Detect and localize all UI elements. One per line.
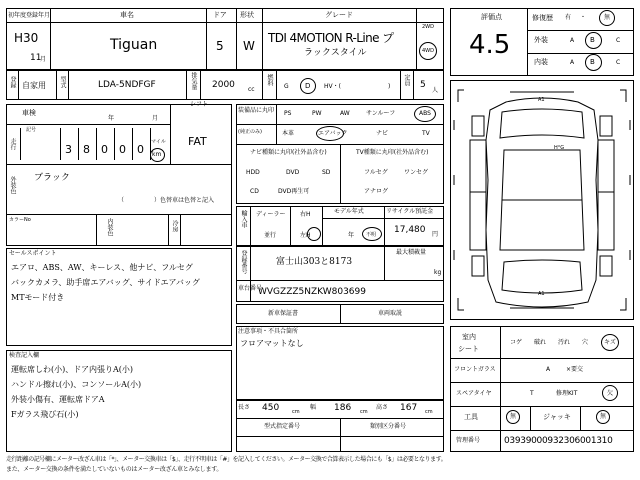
- notes-value: フロアマットなし: [240, 339, 304, 348]
- equip-navi: ナビ: [376, 130, 389, 137]
- mileage-digit-5: 0: [137, 143, 144, 156]
- grade-line2: ラックスタイル: [304, 48, 367, 58]
- tv-fullseg: フルセグ: [364, 169, 388, 176]
- footer-line-1: 走行距離の記号欄にメーター改ざん車は「*」、メーター交換車は「$」、走行不明車は「#」を記入してください。メーター交換で合算表示した場合にも「$」は必要となります。: [6, 456, 447, 463]
- chassis-label: 車台番号: [238, 285, 263, 292]
- tv-oneseg: ワンセグ: [404, 169, 429, 176]
- fuel-hv: HV・(: [324, 83, 341, 90]
- inspection-month: 月: [152, 115, 159, 122]
- exterior-c: C: [616, 37, 621, 44]
- km-label: km: [152, 151, 162, 158]
- recycle-unit: 円: [432, 231, 439, 238]
- repair-no: 無: [604, 14, 611, 21]
- tools-none: 無: [510, 413, 517, 420]
- capacity-unit: 人: [432, 87, 439, 94]
- import-left: 左H: [300, 232, 311, 239]
- width-unit: cm: [360, 409, 368, 415]
- length-label: 長さ: [238, 404, 251, 411]
- chassis-value: WVGZZZ5NZKW803699: [258, 287, 366, 297]
- repair-yes: 有: [565, 14, 572, 21]
- mileage-digit-4: 0: [119, 143, 126, 156]
- front-glass-replace: ×要交: [566, 366, 584, 373]
- import-label: 輸入車: [240, 210, 247, 228]
- interior-color-label: 内装色: [106, 218, 113, 236]
- recycle-value: 17,480: [394, 225, 426, 235]
- equipment-label: 装備品に丸印: [238, 107, 275, 114]
- first-reg-label: 初年度登録年月: [8, 12, 51, 19]
- fuel-g: G: [284, 83, 289, 90]
- inspection-label: 車検: [22, 109, 36, 117]
- sheet-scratch: キズ: [604, 339, 616, 346]
- model-label: 型式: [59, 76, 66, 88]
- spare-t: T: [530, 390, 534, 397]
- score: 4.5: [469, 30, 511, 60]
- width-label: 幅: [310, 404, 317, 411]
- nav-dvd: DVD: [286, 169, 300, 176]
- selling-label: セールスポイント: [9, 250, 57, 257]
- registration-label: 登録: [9, 76, 16, 88]
- color-change-note: （ ）色替車は色替と記入: [118, 197, 215, 204]
- equipment-sublabel: (純正のみ): [238, 129, 262, 135]
- model-year-label: モデル年式: [334, 208, 364, 215]
- import-dealer: ディーラー: [256, 211, 286, 218]
- equip-tv: TV: [422, 130, 430, 137]
- reg-month: 11: [30, 53, 42, 63]
- door-label: ドア: [213, 11, 227, 19]
- use-type: 自家用: [22, 81, 46, 90]
- reg-year: H30: [14, 31, 39, 45]
- spare-none: 欠: [607, 390, 614, 397]
- exterior-color: ブラック: [34, 173, 70, 183]
- color-no-label: カラーNo: [9, 217, 31, 223]
- repair-label: 修復歴: [532, 14, 553, 22]
- grade-line1: TDI 4MOTION R-Line プ: [268, 31, 394, 45]
- nav-dvd-play: DVD再生可: [278, 188, 310, 195]
- equip-airbag: エアバック: [318, 130, 348, 137]
- inspector-line-1: 運転席しわ(小)、ドア内張りA(小): [11, 365, 134, 374]
- shape-label: 形状: [240, 11, 254, 19]
- model-year-unknown: 不明: [366, 232, 377, 238]
- class-number-label: 類別区分番号: [370, 423, 407, 430]
- cc-unit: cc: [248, 86, 255, 93]
- exterior-a: A: [570, 37, 575, 44]
- capacity-label: 定員: [403, 74, 410, 86]
- spec-number-label: 型式指定番号: [264, 423, 301, 430]
- fuel-label: 燃料: [266, 74, 273, 86]
- displacement-label: 排気量: [190, 72, 197, 90]
- manage-number-label: 管理番号: [456, 437, 481, 444]
- spare-tire-label: スペアタイヤ: [456, 390, 492, 397]
- fuel-hv-close: ): [388, 83, 391, 90]
- height-unit: cm: [425, 409, 433, 415]
- tv-analog: アナログ: [364, 188, 389, 195]
- mileage-label: 走行: [9, 138, 16, 150]
- equip-ps: PS: [284, 110, 292, 117]
- notes-label: 注意事項・不具合箇所: [238, 328, 299, 335]
- shape: W: [243, 39, 255, 53]
- import-right: 右H: [300, 211, 311, 218]
- equip-sunroof: サンルーフ: [366, 110, 396, 117]
- footer-line-2: また、メーター交換の条件を満たしていないものはメーター改ざん車とみなします。: [6, 466, 223, 473]
- sheet-dirt: 汚れ: [558, 339, 571, 346]
- drive-4wd: 4WD: [422, 48, 434, 54]
- mile-label: マイル: [151, 139, 166, 145]
- plate-label: 登録番号: [240, 250, 247, 274]
- selling-line-1: エアロ、ABS、AW、キーレス、他ナビ、フルセグ: [11, 263, 193, 272]
- diagram-a1-bottom: A1: [538, 291, 545, 297]
- car-name-label: 車名: [120, 11, 134, 19]
- jack-none: 無: [600, 413, 607, 420]
- tv-type-label: TV種類に丸印(社外品含む): [356, 149, 429, 156]
- manual-label: 車両取説: [378, 310, 403, 317]
- length-unit: cm: [292, 409, 300, 415]
- fuel-d: D: [305, 82, 311, 90]
- capacity: 5: [420, 80, 426, 90]
- height-value: 167: [400, 403, 418, 413]
- diagram-a1-top: A1: [538, 97, 545, 103]
- recycle-label: リサイクル預託金: [386, 208, 434, 215]
- length-value: 450: [262, 403, 280, 413]
- interior-label: 内装: [534, 58, 548, 66]
- nav-sd: SD: [322, 169, 331, 176]
- inspection-year: 年: [108, 115, 115, 122]
- interior-a: A: [570, 59, 575, 66]
- score-label: 評価点: [481, 13, 502, 21]
- car-name: Tiguan: [110, 37, 158, 53]
- drive-2wd: 2WD: [422, 24, 434, 30]
- width-value: 186: [334, 403, 352, 413]
- equip-leather: 本革: [282, 130, 295, 137]
- tools-label: 工具: [464, 413, 478, 421]
- inspector-line-4: Fガラス飛び石(小): [11, 410, 79, 419]
- max-load-unit: kg: [434, 269, 442, 276]
- spare-kit: 修理KIT: [556, 390, 578, 397]
- displacement: 2000: [212, 80, 235, 90]
- equip-pw: PW: [312, 110, 322, 117]
- plate-value: 富士山303と8173: [276, 257, 353, 267]
- sheet-burn: コゲ: [510, 339, 523, 346]
- mileage-digit-2: 8: [83, 143, 90, 156]
- model: LDA-5NDFGF: [98, 80, 156, 90]
- exterior-b: B: [590, 36, 595, 44]
- front-glass-a: A: [546, 366, 551, 373]
- mileage-digit-3: 0: [101, 143, 108, 156]
- mileage-digit-1: 3: [65, 143, 72, 156]
- interior-c: C: [616, 59, 621, 66]
- interior-sheet-label-1: 室内: [462, 333, 476, 341]
- interior-sheet-label-2: シート: [458, 345, 479, 353]
- sheet-tear: 破れ: [534, 339, 547, 346]
- notes-box: [236, 326, 444, 400]
- mileage-record-label: 記号: [26, 127, 37, 133]
- equip-abs: ABS: [419, 110, 431, 117]
- refrig-label: 冷房: [171, 220, 178, 232]
- front-glass-label: フロントガラス: [454, 366, 496, 373]
- repair-dot: ・: [580, 14, 587, 21]
- selling-line-3: MTモード付き: [11, 293, 65, 302]
- doors: 5: [216, 39, 224, 53]
- max-load-label: 最大積載量: [396, 249, 427, 256]
- model-year-suffix: 年: [348, 232, 355, 239]
- grade-label: グレード: [325, 11, 353, 19]
- shift-label: シフト: [190, 101, 209, 108]
- nav-hdd: HDD: [246, 169, 260, 176]
- diagram-hg: H°G: [554, 145, 565, 151]
- inspector-line-3: 外装小傷有、運転席ドアA: [11, 395, 105, 404]
- import-parallel: 並行: [264, 232, 277, 239]
- sheet-hole: 穴: [582, 339, 589, 346]
- color-label: 外装色: [9, 176, 16, 194]
- nav-cd: CD: [250, 188, 259, 195]
- new-car-warranty-label: 新車保証書: [268, 310, 299, 317]
- exterior-label: 外装: [534, 36, 548, 44]
- shift: FAT: [188, 135, 207, 148]
- inspector-line-2: ハンドル擦れ(小)、コンソールA(小): [11, 380, 142, 389]
- interior-b: B: [590, 58, 595, 66]
- selling-line-2: バックカメラ、助手席エアバッグ、サイドエアバッグ: [11, 278, 200, 287]
- nav-type-label: ナビ種類に丸印(社外品含む): [250, 149, 327, 156]
- equip-aw: AW: [340, 110, 350, 117]
- jack-label: ジャッキ: [543, 413, 571, 421]
- manage-number: 03939000932306001310: [504, 436, 613, 446]
- reg-month-unit: 月: [40, 56, 47, 63]
- car-diagram: [450, 80, 634, 320]
- inspector-label: 検査記入欄: [9, 352, 40, 359]
- height-label: 高さ: [376, 404, 389, 411]
